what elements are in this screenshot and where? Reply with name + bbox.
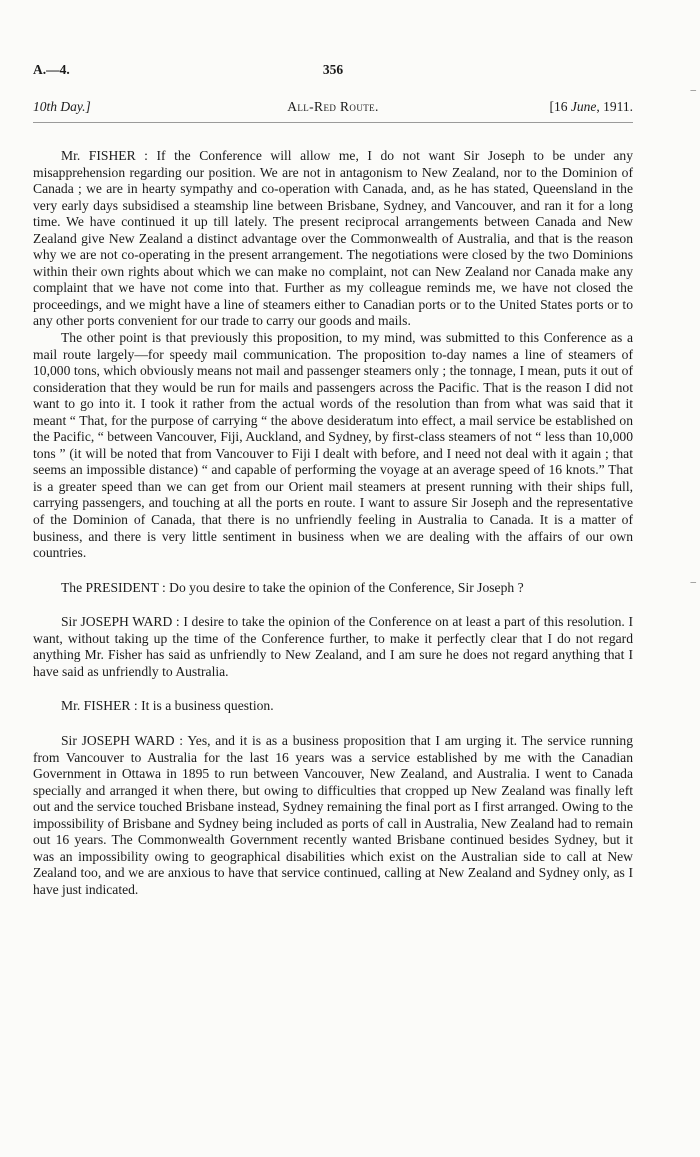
header-rule <box>33 122 633 123</box>
speaker-name: Sir JOSEPH WARD : <box>61 614 180 630</box>
speaker-name: Mr. FISHER : <box>61 148 148 163</box>
paragraph <box>33 580 633 597</box>
paragraph-text: It is a business question. <box>137 698 274 714</box>
header-date-suffix: , 1911. <box>596 99 633 114</box>
header-date <box>550 99 633 115</box>
paragraph <box>33 733 633 898</box>
header-date-prefix: [16 <box>549 99 571 114</box>
paragraph <box>33 330 633 562</box>
paragraph <box>33 698 633 715</box>
paragraph-text: I desire to take the opinion of the Conference on at least a part of this resolution. I want, without taking up the time of the Conference further, to make it perfectly clear that I do not regard anything Mr. Fisher has said as unfriendly to New Zealand, and I am sure he does not regard anything that I have said as unfriendly to Australia. <box>33 614 633 679</box>
margin-mark: – <box>690 84 696 96</box>
page-number: 356 <box>322 62 344 77</box>
document-reference: A.—4. <box>33 62 70 77</box>
paragraph <box>33 614 633 680</box>
header-date-month: June <box>570 99 597 114</box>
speaker-name: Mr. FISHER : <box>61 698 138 714</box>
margin-mark: – <box>690 576 696 588</box>
paragraph-text: Yes, and it is as a business proposition that I am urging it. The service running from Vancouver to Australia for the last 16 years was a service established by me with the Canadian Government in Ottawa in 1895 to run between Vancouver, New Zealand, and Australia. I went to Canada specially and arranged it when there, but owing to difficulties that cropped up New Zealand was finally left out and the service touched Brisbane instead, Sydney remaining the final port as I first arranged. Owing to the impossibility of Brisbane and Sydney being included as ports of call in Australia, New Zealand had to remain out 16 years. The Commonwealth Government recently wanted Brisbane continued besides Sydney, but it was an impossibility owing to geographical disabilities which exist on the Australian side to call at New Zealand too, and we are anxious to have that service continued, calling at New Zealand and Sydney only, as I have just indicated. <box>33 732 633 897</box>
header-title-text: All-Red Route. <box>287 99 379 114</box>
transcript-body <box>33 148 633 898</box>
speaker-name: The PRESIDENT : <box>61 579 166 595</box>
speaker-name: Sir JOSEPH WARD : <box>61 732 184 748</box>
paragraph-text: The other point is that previously this proposition, to my mind, was submitted to this Conference as a mail route largely—for speedy mail communication. The proposition to-day names a line of steamers of 10,000 tons, which obviously means not mail and passenger steamers only ; the tonnage, I mean, puts it out of consideration that they would be run for mails and passengers across the Pacific. That is the reason I did not want to go into it. I took it rather from the actual words of the resolution than from what was said that it meant “ That, for the purpose of carrying “ the above desideratum into effect, a mail service be established on the Pacific, “ between Vancouver, Fiji, Auckland, and Sydney, by first-class steamers of not “ less than 10,000 tons ” (it will be noted that from Vancouver to Fiji I dealt with before, and I need not deal with it again ; that seems an impossible distance) “ and capable of performing the voyage at an average speed of 16 knots.” That is a greater speed than we can get from our Orient mail steamers at present running with their ships full, carrying passengers, and touching at all the ports en route. I want to assure Sir Joseph and the representative of the Dominion of Canada, that there is no unfriendly feeling in Australia to Canada. It is a matter of business, and there is very little sentiment in business when we are dealing with the affairs of our own countries. <box>33 330 633 561</box>
header-day: 10th Day.] <box>33 99 91 114</box>
paragraph-text: Do you desire to take the opinion of the Conference, Sir Joseph ? <box>165 579 524 595</box>
paragraph-text: If the Conference will allow me, I do not want Sir Joseph to be under any misapprehension regarding our position. We are not in antagonism to New Zealand, nor to the Dominion of Canada ; we are in hearty sympathy and co-operation with Canada, and, as he has stated, Queensland in the very early days subsidised a steamship line between Brisbane, Sydney, and Vancouver, and ran it for a long time. We have continued it up till lately. The present reciprocal arrangements between Canada and New Zealand give New Zealand a distinct advantage over the Commonwealth of Australia, and that is the reason why we are not co-operating in the present arrangement. The negotiations were closed by the two Dominions within their own rights about which we can make no complaint, not can New Zealand nor Canada make any complaint that we have not come into that. Further as my colleague reminds me, we have not closed the proceedings, and we might have a line of steamers either to Canadian ports or to the United States ports or to any other ports convenient for our trade to carry our goods and mails. <box>33 148 633 329</box>
paragraph <box>33 148 633 330</box>
header-title <box>33 99 633 115</box>
